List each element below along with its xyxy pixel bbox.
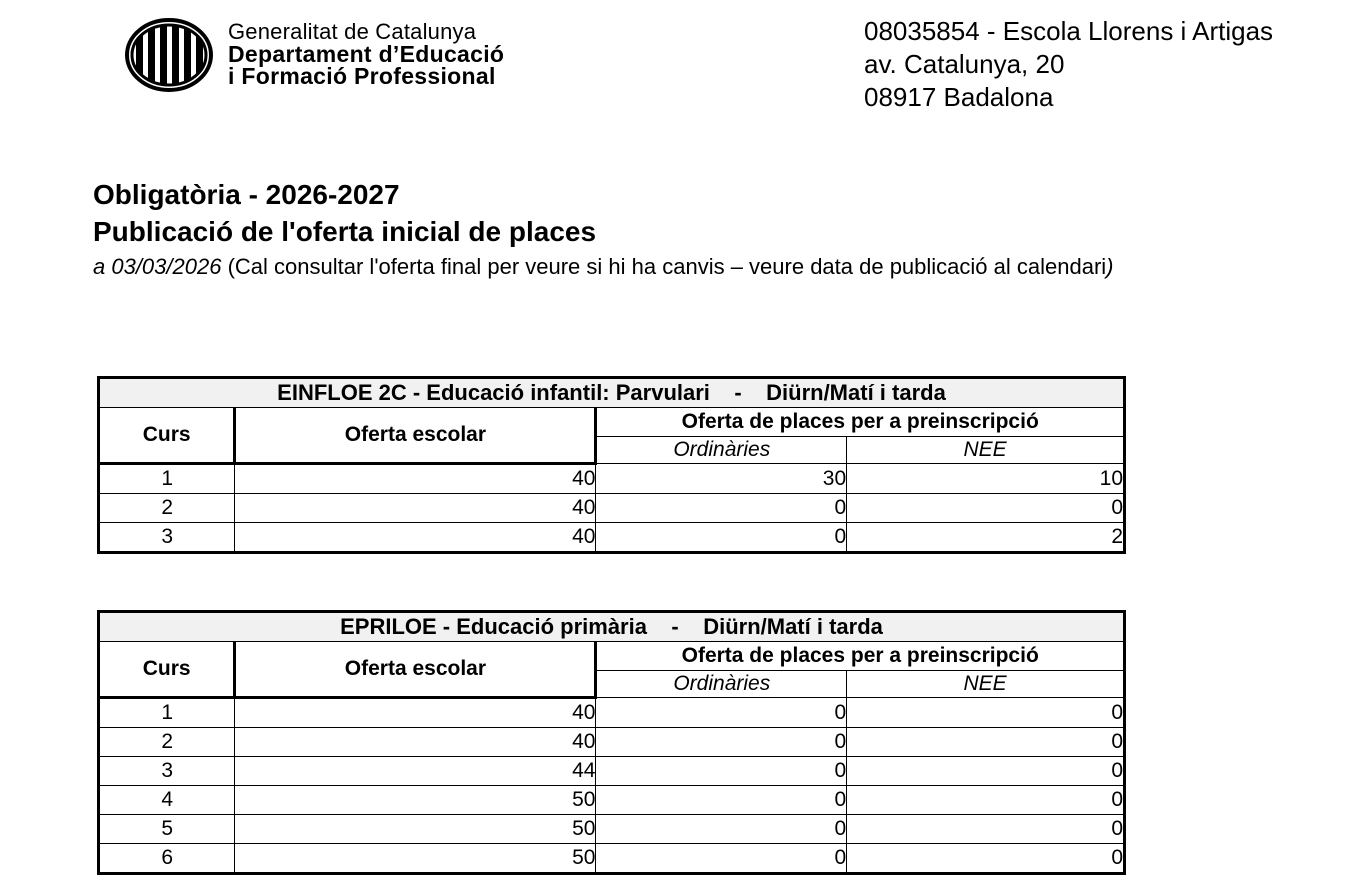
note-open: ( [221, 254, 235, 279]
cell-nee: 0 [847, 728, 1125, 757]
cell-nee: 0 [847, 844, 1125, 874]
cell-curs: 3 [99, 523, 235, 553]
column-group-header: Oferta de places per a preinscripció [596, 408, 1125, 437]
column-group-header: Oferta de places per a preinscripció [596, 642, 1125, 671]
column-header-nee: NEE [847, 671, 1125, 698]
publication-note [93, 252, 1114, 282]
table-row [99, 698, 1125, 728]
catalonia-emblem-icon [124, 18, 214, 92]
cell-curs: 5 [99, 815, 235, 844]
cell-oferta: 40 [235, 728, 596, 757]
column-header-oferta: Oferta escolar [235, 642, 596, 698]
note-text: Cal consultar l'oferta final per veure si hi ha canvis – veure data de publicació al calendari [234, 254, 1107, 279]
school-address [864, 15, 1273, 114]
column-header-curs: Curs [99, 642, 235, 698]
logo-line-1: Generalitat de Catalunya [228, 19, 477, 44]
cell-ordinaries: 0 [596, 815, 847, 844]
cell-nee: 0 [847, 757, 1125, 786]
publication-date: a 03/03/2026 [93, 254, 222, 279]
cell-nee: 10 [847, 464, 1125, 494]
cell-curs: 3 [99, 757, 235, 786]
school-street: av. Catalunya, 20 [864, 49, 1065, 79]
cell-ordinaries: 30 [596, 464, 847, 494]
cell-curs: 1 [99, 698, 235, 728]
school-city: 08917 Badalona [864, 82, 1054, 112]
column-header-ordinaries: Ordinàries [596, 671, 847, 698]
logo-line-3: i Formació Professional [228, 63, 496, 89]
cell-oferta: 40 [235, 494, 596, 523]
cell-ordinaries: 0 [596, 494, 847, 523]
cell-curs: 2 [99, 494, 235, 523]
offer-table-infantil [97, 376, 1126, 554]
cell-oferta: 50 [235, 786, 596, 815]
column-header-nee: NEE [847, 437, 1125, 464]
document-title: Obligatòria - 2026-2027 [93, 179, 400, 210]
cell-curs: 4 [99, 786, 235, 815]
cell-oferta: 50 [235, 844, 596, 874]
cell-curs: 6 [99, 844, 235, 874]
cell-oferta: 50 [235, 815, 596, 844]
column-header-curs: Curs [99, 408, 235, 464]
document-subtitle: Publicació de l'oferta inicial de places [93, 216, 597, 247]
note-close: ) [1106, 254, 1114, 279]
table-row [99, 844, 1125, 874]
table-row [99, 815, 1125, 844]
school-name: 08035854 - Escola Llorens i Artigas [864, 16, 1274, 46]
cell-oferta: 40 [235, 523, 596, 553]
cell-nee: 2 [847, 523, 1125, 553]
table-row [99, 464, 1125, 494]
table-caption: EPRILOE - Educació primària - Diürn/Matí i tarda [99, 612, 1125, 642]
cell-nee: 0 [847, 494, 1125, 523]
cell-curs: 1 [99, 464, 235, 494]
cell-nee: 0 [847, 815, 1125, 844]
table-row [99, 494, 1125, 523]
table-row [99, 757, 1125, 786]
column-header-oferta: Oferta escolar [235, 408, 596, 464]
document-heading [93, 176, 1114, 282]
offer-table-primaria [97, 610, 1126, 875]
column-header-ordinaries: Ordinàries [596, 437, 847, 464]
cell-oferta: 44 [235, 757, 596, 786]
logo-line-2: Departament d’Educació [228, 41, 505, 67]
cell-nee: 0 [847, 698, 1125, 728]
cell-nee: 0 [847, 786, 1125, 815]
table-row [99, 786, 1125, 815]
cell-ordinaries: 0 [596, 698, 847, 728]
cell-ordinaries: 0 [596, 728, 847, 757]
cell-oferta: 40 [235, 698, 596, 728]
cell-curs: 2 [99, 728, 235, 757]
table-caption: EINFLOE 2C - Educació infantil: Parvulari - Diürn/Matí i tarda [99, 378, 1125, 408]
table-row [99, 728, 1125, 757]
cell-ordinaries: 0 [596, 523, 847, 553]
cell-ordinaries: 0 [596, 844, 847, 874]
cell-oferta: 40 [235, 464, 596, 494]
generalitat-logo [124, 18, 624, 93]
table-row [99, 523, 1125, 553]
logo-text [228, 21, 504, 87]
cell-ordinaries: 0 [596, 757, 847, 786]
cell-ordinaries: 0 [596, 786, 847, 815]
